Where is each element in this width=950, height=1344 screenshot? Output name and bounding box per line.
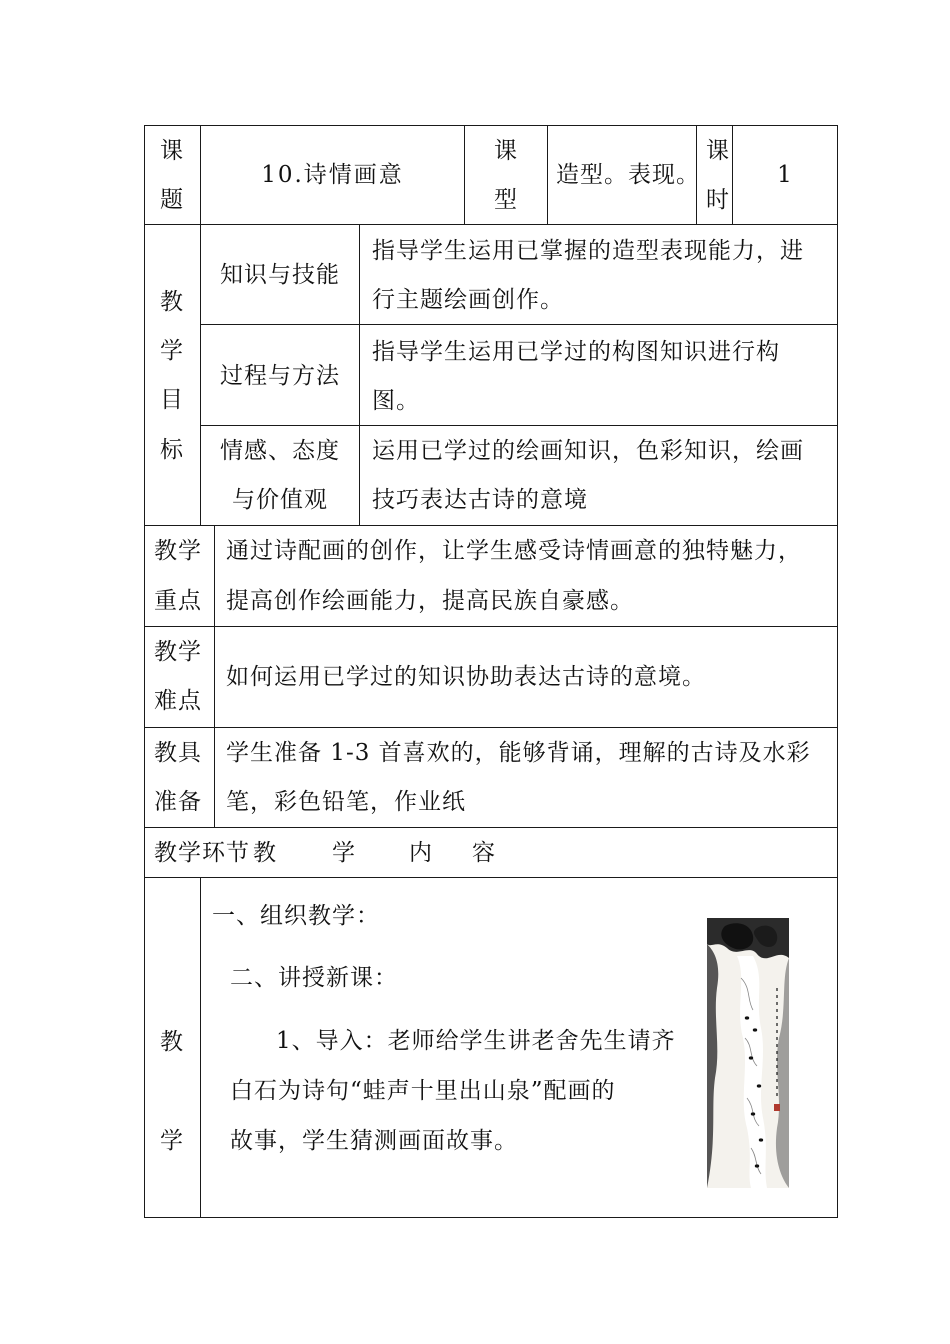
materials-line: 笔，彩色铅笔，作业纸 xyxy=(226,789,466,815)
row-divider xyxy=(144,626,838,627)
section-content-char: 容 xyxy=(472,840,496,866)
objective-category-process: 过程与方法 xyxy=(220,363,340,389)
teaching-line: 二、讲授新课： xyxy=(230,965,398,991)
key-points-label: 教学 xyxy=(154,538,202,564)
type-label-1: 课 xyxy=(494,138,518,164)
lesson-title: 10.诗情画意 xyxy=(261,162,404,188)
teaching-label-2: 学 xyxy=(160,1128,184,1154)
difficulties-content: 如何运用已学过的知识协助表达古诗的意境。 xyxy=(226,664,706,690)
objective-content-line: 指导学生运用已掌握的造型表现能力，进 xyxy=(372,238,804,264)
section-step-label: 教学环节 xyxy=(154,840,250,866)
ink-painting-image xyxy=(707,918,789,1188)
table-border-left xyxy=(144,125,145,1218)
table-border-bottom xyxy=(144,1217,838,1218)
teaching-label-1: 教 xyxy=(160,1029,184,1055)
section-content-char: 内 xyxy=(409,840,433,866)
objectives-label-3: 目 xyxy=(160,387,184,413)
lesson-label-1: 课 xyxy=(160,138,184,164)
teaching-line: 故事，学生猜测画面故事。 xyxy=(230,1128,518,1154)
key-points-label: 重点 xyxy=(154,588,202,614)
key-points-line: 通过诗配画的创作，让学生感受诗情画意的独特魅力， xyxy=(226,538,802,564)
type-label-2: 型 xyxy=(494,187,518,213)
lesson-label-2: 题 xyxy=(160,187,184,213)
objective-content-line: 指导学生运用已学过的构图知识进行构 xyxy=(372,339,780,365)
teaching-line: 白石为诗句“蛙声十里出山泉”配画的 xyxy=(230,1078,616,1104)
hours-label-1: 课 xyxy=(706,138,730,164)
objective-content-line: 技巧表达古诗的意境 xyxy=(372,487,588,513)
hours-label-2: 时 xyxy=(706,187,730,213)
type-value: 造型。表现。 xyxy=(556,162,700,188)
col-divider xyxy=(464,125,465,225)
objective-category-attitude: 情感、态度 xyxy=(220,438,340,464)
materials-label: 教具 xyxy=(154,740,202,766)
hours-value: 1 xyxy=(777,162,793,188)
section-content-char: 教 xyxy=(253,840,277,866)
objective-content-line: 图。 xyxy=(372,388,420,414)
col-divider xyxy=(547,125,548,225)
col-divider xyxy=(359,224,360,526)
table-border-top xyxy=(144,125,838,126)
materials-line: 学生准备 1-3 首喜欢的，能够背诵，理解的古诗及水彩 xyxy=(226,740,811,766)
table-border-right xyxy=(837,125,838,1218)
difficulties-label: 难点 xyxy=(154,688,202,714)
ink-painting-svg xyxy=(707,918,789,1188)
difficulties-label: 教学 xyxy=(154,639,202,665)
key-points-line: 提高创作绘画能力，提高民族自豪感。 xyxy=(226,588,634,614)
objective-content-line: 运用已学过的绘画知识，色彩知识，绘画 xyxy=(372,438,804,464)
objective-category-attitude: 与价值观 xyxy=(232,487,328,513)
teaching-line: 1、导入：老师给学生讲老舍先生请齐 xyxy=(276,1028,676,1054)
teaching-line: 一、组织教学： xyxy=(212,903,380,929)
col-divider xyxy=(200,877,201,1218)
objectives-label-2: 学 xyxy=(160,338,184,364)
objective-content-line: 行主题绘画创作。 xyxy=(372,287,564,313)
row-divider xyxy=(144,224,838,225)
section-content-char: 学 xyxy=(332,840,356,866)
objectives-label-1: 教 xyxy=(160,289,184,315)
objectives-label-4: 标 xyxy=(160,437,184,463)
col-divider xyxy=(214,525,215,828)
objective-category-knowledge: 知识与技能 xyxy=(220,262,340,288)
materials-label: 准备 xyxy=(154,789,202,815)
